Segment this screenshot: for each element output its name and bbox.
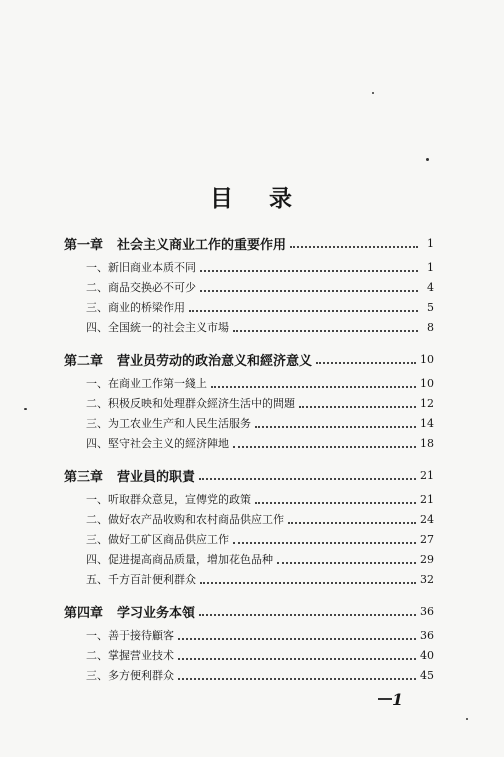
section-title: 三、多方便利群众	[86, 669, 174, 682]
dot-leader	[233, 540, 416, 544]
chapter-number: 第四章	[64, 605, 104, 621]
section-2-4[interactable]	[86, 434, 434, 452]
chapter-3-entry[interactable]	[64, 466, 434, 484]
section-title: 五、千方百計便利群众	[86, 573, 196, 586]
dot-leader	[255, 500, 416, 504]
dot-leader	[288, 520, 416, 524]
section-4-3[interactable]	[86, 666, 434, 684]
section-title: 一、善于接待顧客	[86, 629, 174, 642]
dot-leader	[233, 444, 416, 448]
section-1-4[interactable]	[86, 318, 434, 336]
page-number: 1	[427, 260, 434, 274]
page-number: 10	[420, 376, 434, 390]
section-2-1[interactable]	[86, 374, 434, 392]
section-3-2[interactable]	[86, 510, 434, 528]
page-number: 40	[420, 648, 434, 662]
page-number: 1	[427, 236, 434, 250]
section-1-1[interactable]	[86, 258, 434, 276]
section-3-5[interactable]	[86, 570, 434, 588]
scan-speck	[426, 158, 429, 161]
section-title: 三、商业的桥梁作用	[86, 301, 185, 314]
dot-leader	[299, 404, 416, 408]
page-number: 29	[420, 552, 434, 566]
section-4-2[interactable]	[86, 646, 434, 664]
chapter-number: 第三章	[64, 469, 104, 485]
page-number: 14	[420, 416, 434, 430]
section-1-2[interactable]	[86, 278, 434, 296]
scan-speck	[466, 718, 468, 720]
page-number: 21	[420, 468, 434, 482]
folio-page-number: 1	[392, 690, 404, 709]
section-2-3[interactable]	[86, 414, 434, 432]
dot-leader	[290, 244, 418, 248]
section-title: 三、为工农业生产和人民生活服务	[86, 417, 251, 430]
dot-leader	[199, 476, 416, 480]
chapter-number: 第一章	[64, 237, 104, 253]
section-title: 二、积极反映和处理群众經济生活中的問題	[86, 397, 295, 410]
chapter-1-entry[interactable]	[64, 234, 434, 252]
dot-leader	[178, 656, 416, 660]
chapter-number: 第二章	[64, 353, 104, 369]
page-number: 36	[420, 628, 434, 642]
dot-leader	[211, 384, 416, 388]
section-title: 一、在商业工作第一綫上	[86, 377, 207, 390]
page-number: 18	[420, 436, 434, 450]
folio-dash	[378, 698, 392, 700]
dot-leader	[200, 268, 418, 272]
dot-leader	[199, 612, 416, 616]
section-title: 四、全国統一的社会主义市場	[86, 321, 229, 334]
section-1-3[interactable]	[86, 298, 434, 316]
chapter-title: 学习业务本領	[117, 605, 196, 621]
page-number: 4	[427, 280, 434, 294]
chapter-2-entry[interactable]	[64, 350, 434, 368]
chapter-title: 社会主义商业工作的重要作用	[117, 237, 287, 253]
chapter-title: 营业员劳动的政治意义和經济意义	[117, 353, 313, 369]
dot-leader	[316, 360, 416, 364]
dot-leader	[189, 308, 418, 312]
page-number: 32	[420, 572, 434, 586]
page-title	[0, 180, 504, 213]
page-number: 27	[420, 532, 434, 546]
page-number: 10	[420, 352, 434, 366]
section-title: 三、做好工矿区商品供应工作	[86, 533, 229, 546]
dot-leader	[200, 580, 416, 584]
section-3-4[interactable]	[86, 550, 434, 568]
section-title: 一、新旧商业本质不同	[86, 261, 196, 274]
dot-leader	[178, 676, 416, 680]
scan-speck	[372, 92, 374, 94]
page-number: 24	[420, 512, 434, 526]
dot-leader	[178, 636, 416, 640]
page-number: 45	[420, 668, 434, 682]
page-number: 12	[420, 396, 434, 410]
section-title: 一、听取群众意見，宣傳党的政策	[86, 493, 251, 506]
section-title: 四、促进提高商品质量，增加花色品种	[86, 553, 273, 566]
chapter-4-entry[interactable]	[64, 602, 434, 620]
section-4-1[interactable]	[86, 626, 434, 644]
section-2-2[interactable]	[86, 394, 434, 412]
title-char-1: 目	[210, 185, 235, 212]
section-title: 二、掌握营业技术	[86, 649, 174, 662]
section-title: 二、做好农产品收购和农村商品供应工作	[86, 513, 284, 526]
section-title: 四、堅守社会主义的經济陣地	[86, 437, 229, 450]
dot-leader	[277, 560, 416, 564]
page-number: 21	[420, 492, 434, 506]
section-title: 二、商品交换必不可少	[86, 281, 196, 294]
dot-leader	[255, 424, 416, 428]
page-number: 8	[427, 320, 434, 334]
page-number: 36	[420, 604, 434, 618]
section-3-3[interactable]	[86, 530, 434, 548]
scan-speck	[24, 408, 27, 410]
section-3-1[interactable]	[86, 490, 434, 508]
dot-leader	[200, 288, 418, 292]
chapter-title: 营业員的职責	[117, 469, 196, 485]
title-char-2: 录	[269, 185, 294, 212]
dot-leader	[233, 328, 418, 332]
page-number: 5	[427, 300, 434, 314]
